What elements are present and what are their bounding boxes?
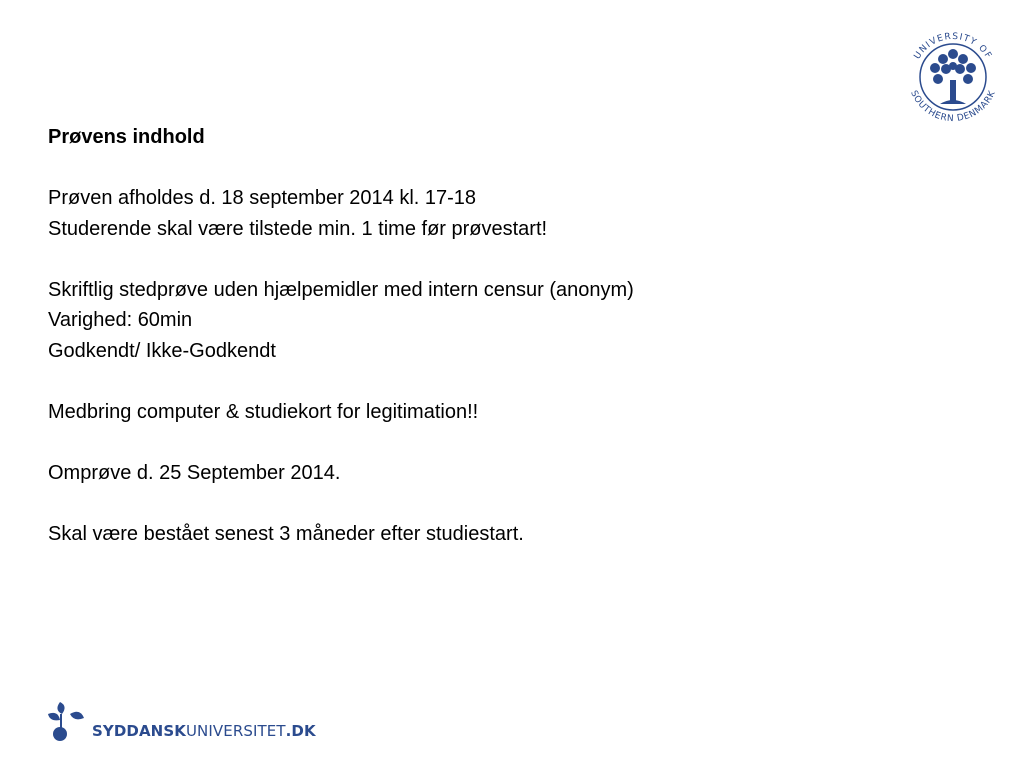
leaf-icon [46, 698, 92, 744]
wordmark-bold: SYDDANSK [92, 722, 186, 740]
wordmark [92, 722, 316, 740]
syddansk-universitet-logo [46, 698, 316, 746]
exam-date-line: Prøven afholdes d. 18 september 2014 kl. 17-18 [48, 187, 477, 209]
grading-line: Godkendt/ Ikke-Godkendt [48, 339, 276, 362]
deadline-line: Skal være bestået senest 3 måneder efter studiestart. [48, 522, 524, 545]
tree-icon [900, 24, 1006, 130]
arrival-line: Studerende skal være tilstede min. 1 time før prøvestart! [48, 217, 548, 240]
reexam-line: Omprøve d. 25 September 2014. [48, 461, 341, 484]
slide-title: Prøvens indhold [48, 126, 205, 148]
wordmark-tld: .DK [285, 722, 316, 740]
wordmark-light: UNIVERSITET [185, 722, 286, 740]
duration-line: Varighed: 60min [48, 309, 193, 331]
exam-type-line: Skriftlig stedprøve uden hjælpemidler med intern censur (anonym) [48, 278, 634, 301]
seal-text-bottom: SOUTHERN DENMARK [908, 89, 998, 125]
university-seal-logo [900, 24, 1006, 130]
seal-text-top: UNIVERSITY OF [912, 31, 994, 62]
slide-content [48, 122, 948, 549]
bring-items-line: Medbring computer & studiekort for legitimation!! [48, 400, 479, 423]
